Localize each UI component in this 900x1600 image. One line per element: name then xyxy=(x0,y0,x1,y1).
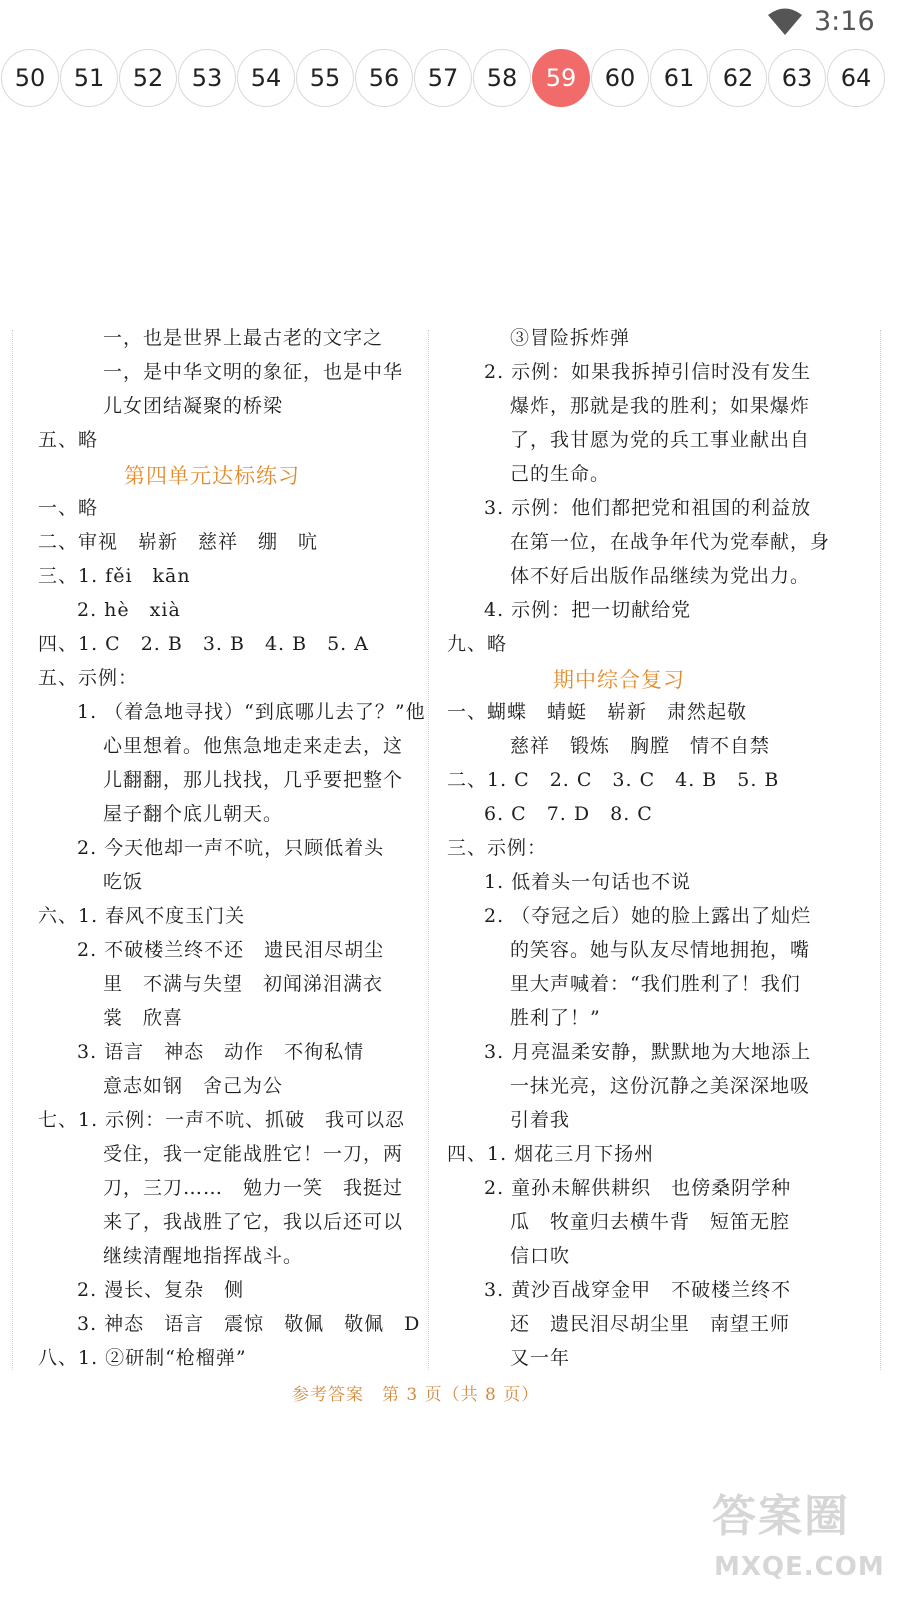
watermark-url: MXQE.COM xyxy=(714,1552,885,1582)
answer-line: 体不好后出版作品继续为党出力。 xyxy=(510,565,811,587)
answer-line: 2. 漫长、复杂 侧 xyxy=(77,1279,245,1301)
answer-line: 裳 欣喜 xyxy=(103,1007,184,1029)
answer-line: 一、蝴蝶 蜻蜓 崭新 肃然起敬 xyxy=(447,701,748,723)
answer-line: 1. 低着头一句话也不说 xyxy=(484,871,692,893)
answer-line: 来了，我战胜了它，我以后还可以 xyxy=(103,1211,404,1233)
answer-line: 4. 示例：把一切献给党 xyxy=(484,599,692,621)
answer-line: 一，也是世界上最古老的文字之 xyxy=(103,327,384,349)
page-button-51[interactable]: 51 xyxy=(60,49,118,107)
answer-line: 2. （夺冠之后）她的脸上露出了灿烂 xyxy=(484,905,812,927)
answer-line: 四、1. 烟花三月下扬州 xyxy=(447,1143,655,1165)
answer-line: 3. 神态 语言 震惊 敬佩 敬佩 D xyxy=(77,1313,421,1335)
answer-line: 1. （着急地寻找）“到底哪儿去了？”他 xyxy=(77,701,426,723)
page-button-62[interactable]: 62 xyxy=(709,49,767,107)
answer-line: 吃饭 xyxy=(103,871,144,893)
answer-line: 三、示例： xyxy=(447,837,548,859)
answer-line: 五、示例： xyxy=(38,667,139,689)
answer-line: 了，我甘愿为党的兵工事业献出自 xyxy=(510,429,811,451)
answer-line: 八、1. ②研制“枪榴弹” xyxy=(38,1347,247,1369)
answer-line: 的笑容。她与队友尽情地拥抱，嘴 xyxy=(510,939,811,961)
answer-line: 还 遗民泪尽胡尘里 南望王师 xyxy=(510,1313,791,1335)
answer-line: 里 不满与失望 初闻涕泪满衣 xyxy=(103,973,384,995)
page-button-61[interactable]: 61 xyxy=(650,49,708,107)
answer-line: 2. 今天他却一声不吭，只顾低着头 xyxy=(77,837,385,859)
answer-line: 在第一位，在战争年代为党奉献，身 xyxy=(510,531,831,553)
answer-line: 3. 示例：他们都把党和祖国的利益放 xyxy=(484,497,812,519)
page-button-64[interactable]: 64 xyxy=(827,49,885,107)
answer-line: 一，是中华文明的象征，也是中华 xyxy=(103,361,404,383)
answer-line: 里大声喊着：“我们胜利了！我们 xyxy=(510,973,801,995)
page-button-63[interactable]: 63 xyxy=(768,49,826,107)
answer-line: 二、审视 崭新 慈祥 绷 吭 xyxy=(38,531,319,553)
answer-line: 儿女团结凝聚的桥梁 xyxy=(103,395,284,417)
page-button-59-active[interactable]: 59 xyxy=(532,49,590,107)
column-divider xyxy=(428,330,429,1370)
answer-line: 二、1. C 2. C 3. C 4. B 5. B xyxy=(447,769,780,791)
page-button-56[interactable]: 56 xyxy=(355,49,413,107)
answer-line: 屋子翻个底儿朝天。 xyxy=(103,803,284,825)
answer-line: 瓜 牧童归去横牛背 短笛无腔 xyxy=(510,1211,791,1233)
watermark-logo xyxy=(712,1480,892,1590)
answer-line: 儿翻翻，那儿找找，几乎要把整个 xyxy=(103,769,404,791)
answer-line: 一、略 xyxy=(38,497,99,519)
answer-line: 爆炸，那就是我的胜利；如果爆炸 xyxy=(510,395,811,417)
answer-line: 2. 童孙未解供耕织 也傍桑阴学种 xyxy=(484,1177,792,1199)
answer-line: 2. 示例：如果我拆掉引信时没有发生 xyxy=(484,361,812,383)
answer-line: 又一年 xyxy=(510,1347,571,1369)
answer-line: 四、1. C 2. B 3. B 4. B 5. A xyxy=(38,633,369,655)
answer-line: 刀，三刀…… 勉力一笑 我挺过 xyxy=(103,1177,404,1199)
page-button-60[interactable]: 60 xyxy=(591,49,649,107)
section-heading-unit4: 第四单元达标练习 xyxy=(124,464,300,488)
page-button-50[interactable]: 50 xyxy=(1,49,59,107)
answer-line: 五、略 xyxy=(38,429,99,451)
answer-line: 三、1. fěi kān xyxy=(38,565,191,587)
column-divider xyxy=(12,330,13,1370)
answer-line: 心里想着。他焦急地走来走去，这 xyxy=(103,735,404,757)
answer-line: 己的生命。 xyxy=(510,463,611,485)
answer-line: 3. 黄沙百战穿金甲 不破楼兰终不 xyxy=(484,1279,792,1301)
answer-line: 胜利了！” xyxy=(510,1007,601,1029)
clock: 3:16 xyxy=(814,6,875,37)
answer-line: 2. 不破楼兰终不还 遗民泪尽胡尘 xyxy=(77,939,385,961)
answer-line: 六、1. 春风不度玉门关 xyxy=(38,905,246,927)
answer-line: 3. 月亮温柔安静，默默地为大地添上 xyxy=(484,1041,812,1063)
page-button-52[interactable]: 52 xyxy=(119,49,177,107)
watermark-title: 答案圈 xyxy=(712,1491,850,1542)
page-button-58[interactable]: 58 xyxy=(473,49,531,107)
answer-line: 继续清醒地指挥战斗。 xyxy=(103,1245,304,1267)
answer-line: 九、略 xyxy=(447,633,508,655)
page-button-53[interactable]: 53 xyxy=(178,49,236,107)
answer-line: 慈祥 锻炼 胸膛 情不自禁 xyxy=(510,735,771,757)
answer-line: 信口吹 xyxy=(510,1245,571,1267)
page-footer: 参考答案 第 3 页（共 8 页） xyxy=(292,1385,540,1405)
column-divider xyxy=(880,330,881,1370)
answer-line: 受住，我一定能战胜它！一刀，两 xyxy=(103,1143,404,1165)
answer-line: 6. C 7. D 8. C xyxy=(484,803,653,825)
answer-line: 意志如钢 舍己为公 xyxy=(103,1075,284,1097)
page-button-55[interactable]: 55 xyxy=(296,49,354,107)
answer-line: 2. hè xià xyxy=(77,599,181,621)
answer-line: ③冒险拆炸弹 xyxy=(510,327,631,349)
answer-line: 一抹光亮，这份沉静之美深深地吸 xyxy=(510,1075,811,1097)
page-button-57[interactable]: 57 xyxy=(414,49,472,107)
answer-line: 七、1. 示例：一声不吭、抓破 我可以忍 xyxy=(38,1109,406,1131)
answer-line: 引着我 xyxy=(510,1109,571,1131)
section-heading-midterm: 期中综合复习 xyxy=(553,668,685,692)
answer-line: 3. 语言 神态 动作 不徇私情 xyxy=(77,1041,365,1063)
page-button-54[interactable]: 54 xyxy=(237,49,295,107)
